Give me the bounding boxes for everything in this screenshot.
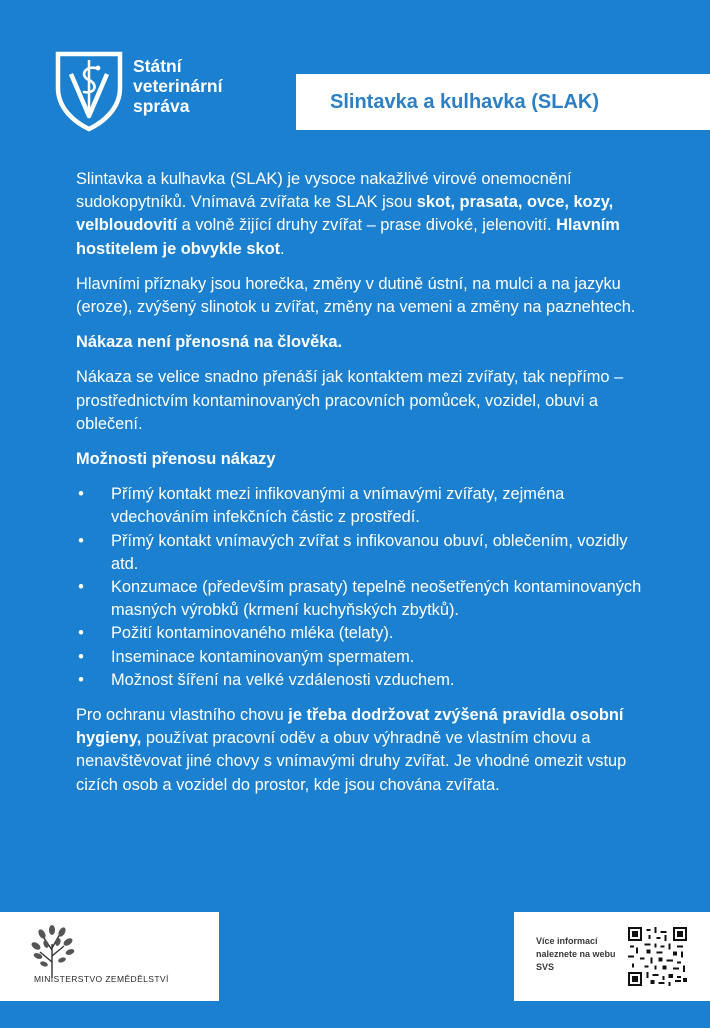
ministry-tree-logo-icon	[30, 922, 80, 980]
hygiene-text-2: používat pracovní oděv a obuv výhradně ve vlastním chovu a nenavštěvovat jiné chovy s vnímavými druhy zvířat. Je vhodné omezit vstup cizích osob a vozidel do prostor, kde jsou chována zvířata.	[76, 729, 627, 794]
more-info-panel	[514, 912, 710, 1001]
list-item-text: Konzumace (především prasaty) tepelně neošetřených kontaminovaných masných výrobků (krmení kuchyňských zbytků).	[111, 578, 642, 620]
list-item-text: Možnost šíření na velké vzdálenosti vzduchem.	[111, 670, 455, 689]
transmission-list-heading: Možnosti přenosu nákazy	[76, 450, 276, 469]
hygiene-paragraph	[76, 704, 642, 797]
ministry-name: MINISTERSTVO ZEMĚDĚLSTVÍ	[34, 974, 169, 984]
intro-bold-2: Hlavním hostitelem je obvykle skot	[76, 216, 620, 258]
list-item-text: Přímý kontakt mezi infikovanými a vnímavými zvířaty, zejména vdechováním infekčních částic z prostředí.	[111, 485, 565, 527]
list-item-text: Inseminace kontaminovaným spermatem.	[111, 647, 415, 666]
list-item	[76, 622, 642, 645]
more-info-text: Více informací naleznete na webu SVS	[536, 936, 616, 972]
intro-text-1: Slintavka a kulhavka (SLAK) je vysoce nakažlivé virové onemocnění sudokopytníků. Vnímavá zvířata ke SLAK jsou	[76, 170, 572, 212]
intro-text-2: a volně žijící druhy zvířat – prase divoké, jelenovití.	[177, 216, 557, 235]
ministry-logo-panel	[0, 912, 219, 1001]
org-name-line-1: Státní	[133, 56, 182, 76]
bullet-icon: •	[78, 578, 84, 597]
title-banner	[296, 74, 710, 130]
list-item	[76, 483, 642, 529]
list-item-text: Požití kontaminovaného mléka (telaty).	[111, 624, 394, 643]
bullet-icon: •	[78, 670, 84, 689]
bullet-icon: •	[78, 485, 84, 504]
list-item	[76, 646, 642, 669]
hygiene-text-1: Pro ochranu vlastního chovu	[76, 706, 289, 725]
main-content	[76, 168, 642, 809]
bullet-icon: •	[78, 624, 84, 643]
list-item-text: Přímý kontakt vnímavých zvířat s infikovanou obuví, oblečením, vozidly atd.	[111, 531, 628, 573]
page-title: Slintavka a kulhavka (SLAK)	[330, 91, 599, 113]
list-item	[76, 530, 642, 576]
intro-text-3: .	[280, 239, 285, 258]
hygiene-bold: je třeba dodržovat zvýšená pravidla osobní hygieny,	[76, 706, 624, 748]
bullet-icon: •	[78, 647, 84, 666]
symptoms-paragraph: Hlavními příznaky jsou horečka, změny v dutině ústní, na mulci a na jazyku (eroze), zvýšený slinotok u zvířat, změny na vemeni a změny na paznehtech.	[76, 274, 636, 317]
svs-shield-logo-icon	[54, 50, 124, 132]
list-item	[76, 669, 642, 692]
not-transmissible-note: Nákaza není přenosná na člověka.	[76, 333, 343, 352]
organization-name	[133, 56, 222, 116]
bullet-icon: •	[78, 531, 84, 550]
transmission-paragraph: Nákaza se velice snadno přenáší jak kontaktem mezi zvířaty, tak nepřímo – prostřednictvím kontaminovaných pracovních pomůcek, vozidel, obuvi a oblečení.	[76, 368, 624, 433]
list-item	[76, 576, 642, 622]
intro-paragraph	[76, 168, 642, 261]
org-name-line-3: správa	[133, 96, 190, 116]
intro-bold-1: skot, prasata, ovce, kozy, velbloudovití	[76, 193, 614, 235]
transmission-list	[76, 483, 642, 692]
qr-code-icon[interactable]	[628, 927, 687, 986]
org-name-line-2: veterinární	[133, 76, 223, 96]
